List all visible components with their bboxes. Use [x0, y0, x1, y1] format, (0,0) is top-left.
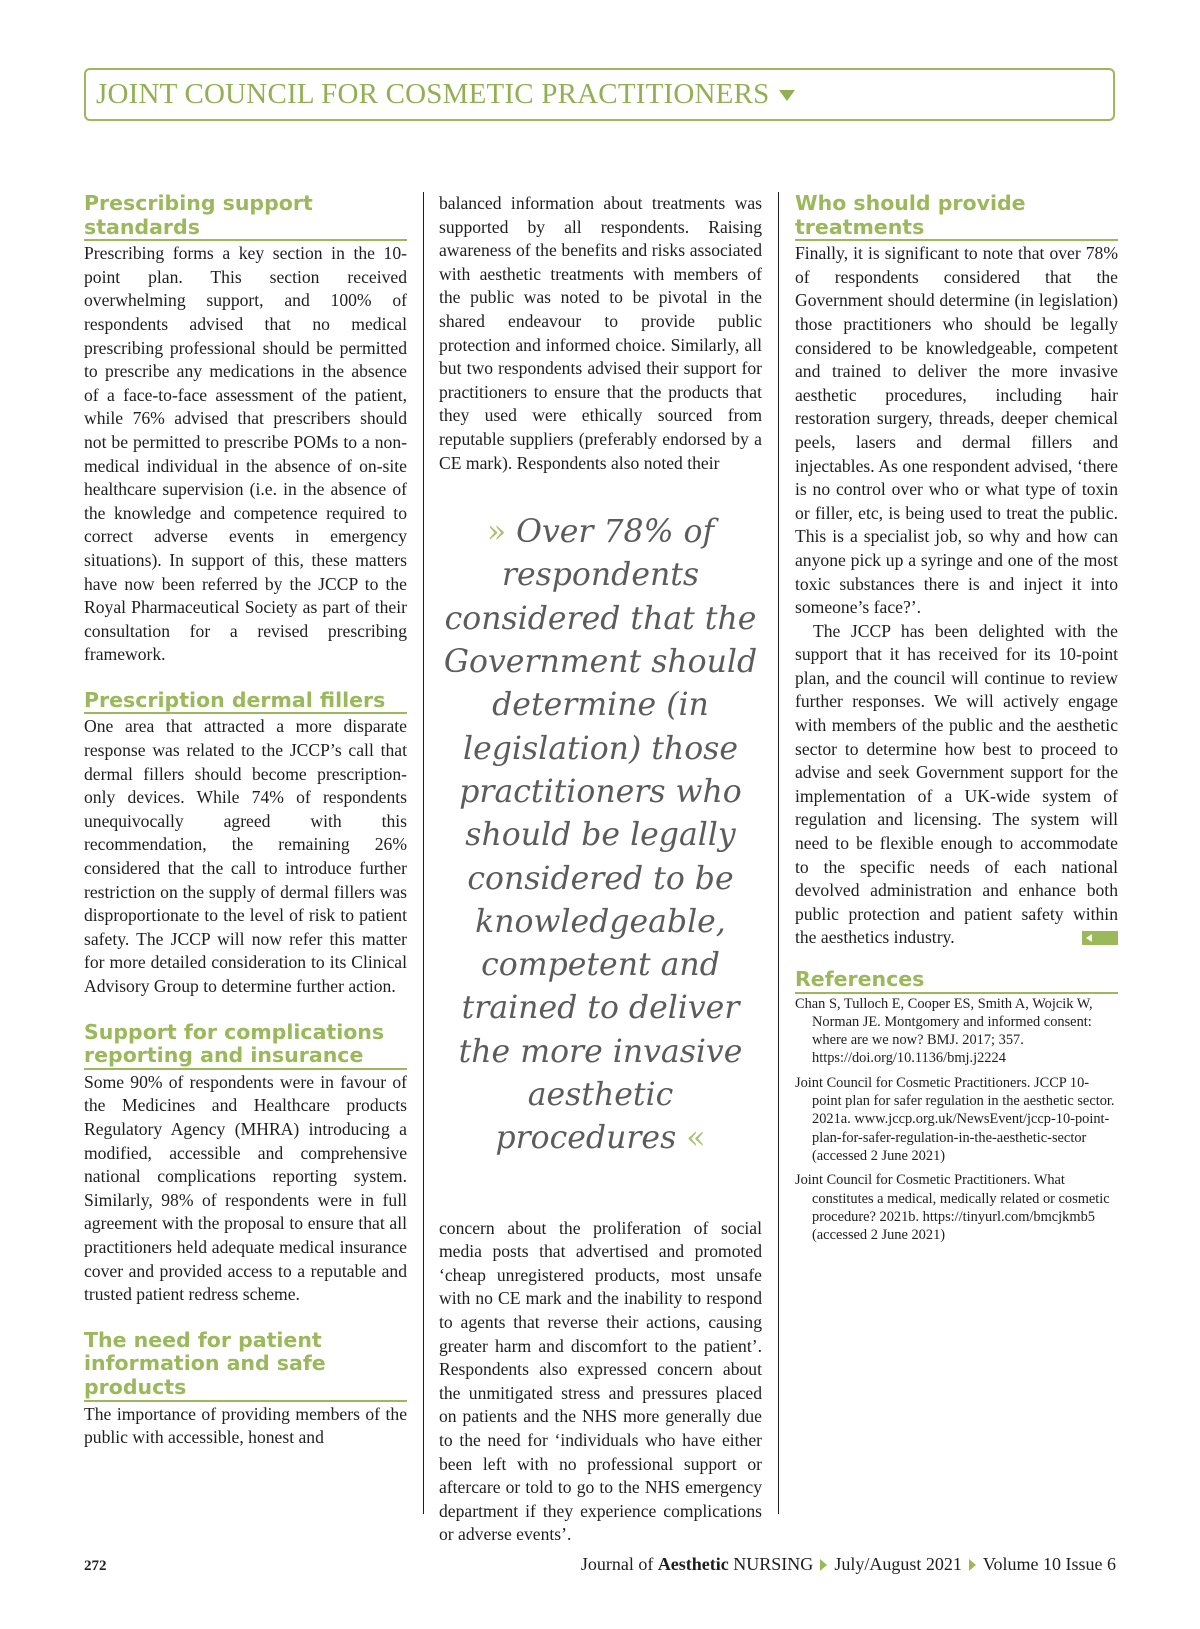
section-heading: Prescription dermal fillers [84, 689, 407, 715]
section-heading: Support for complications reporting and insurance [84, 1021, 407, 1070]
body-paragraph: One area that attracted a more disparate response was related to the JCCP’s call that dermal fillers should become prescription-only devices. While 74% of respondents unequivocally agreed with this recommendation, the remaining 26% considered that the call to introduce further restriction on the supply of dermal fillers was disproportionate to the level of risk to patient safety. The JCCP will now refer this matter for more detailed consideration to its Clinical Advisory Group to determine further action. [84, 716, 407, 996]
volume-issue: Volume 10 Issue 6 [982, 1554, 1116, 1574]
references [795, 968, 1118, 1244]
issue-date: July/August 2021 [834, 1554, 962, 1574]
jan-end-mark-icon [1082, 931, 1118, 945]
section-heading: Who should provide treatments [795, 192, 1118, 241]
body-paragraph: concern about the proliferation of social media posts that advertised and promoted ‘cheap unregistered products, most unsafe with no CE mark and the inability to respond to agents that reverse their actions, causing greater harm and discomfort to the patient’. Respondents also expressed concern about the unmitigated stress and pressures placed on patients and the NHS more generally due to the need for ‘individuals who have either been left with no professional support or aftercare or told to go to the NHS emergency department if they experience complications or adverse events’. [439, 1217, 762, 1545]
body-paragraph-text: The JCCP has been delighted with the support that it has received for its 10-point plan, and the council will continue to review further responses. We will actively engage with members of the public and the aesthetic sector to determine how best to proceed to advise and seek Government support for the implementation of a UK-wide system of regulation and licensing. The system will need to be flexible enough to accommodate to the specific needs of each national devolved administration and enhance both public protection and patient safety within the aesthetics industry. [795, 620, 1118, 948]
page-number: 272 [84, 1558, 107, 1574]
body-paragraph: balanced information about treatments was supported by all respondents. Raising awareness of the benefits and risks associated with aesthetic treatments with members of the public was noted to be pivotal in the shared endeavour to provide public protection and informed choice. Similarly, all but two respondents advised their support for practitioners to ensure that the products that they used were ethically sourced from reputable suppliers (preferably endorsed by a CE mark). Respondents also noted their [439, 193, 762, 473]
body-paragraph: Prescribing forms a key section in the 10-point plan. This section received overwhelming support, and 100% of respondents advised that no medical prescribing professional should be permitted to prescribe any medications in the absence of a face-to-face assessment of the patient, while 76% advised that prescribers should not be permitted to prescribe POMs to a non-medical individual in the absence of on-site healthcare supervision (i.e. in the absence of the knowledge and competence required to correct adverse events in emergency situations). In support of this, these matters have now been referred by the JCCP to the Royal Pharmaceutical Society as part of their consultation for a revised prescribing framework. [84, 243, 407, 665]
triangle-right-icon [969, 1559, 976, 1571]
pull-quote-text: Over 78% of respondents considered that the Government should determine (in legislation) those practitioners who should be legally considered to be knowledgeable, competent and trained to deliver the more invasive aesthetic procedures [443, 514, 758, 1157]
section-heading: The need for patient information and safe products [84, 1329, 407, 1402]
journal-footer [581, 1554, 1116, 1575]
pull-quote [435, 511, 766, 1160]
reference-item: Joint Council for Cosmetic Practitioners. JCCP 10-point plan for safer regulation in the aesthetic sector. 2021a. www.jccp.org.uk/NewsEvent/jccp-10-point-plan-for-safer-regulation-in-the-aesthetic-sector (accessed 2 June 2021) [795, 1074, 1115, 1164]
triangle-down-icon [779, 90, 795, 101]
body-paragraph: The importance of providing members of the public with accessible, honest and [84, 1403, 407, 1448]
banner-title: JOINT COUNCIL FOR COSMETIC PRACTITIONERS [96, 78, 770, 110]
section-banner [84, 68, 1115, 121]
journal-prefix: Journal of [580, 1554, 654, 1574]
close-quote-mark: « [686, 1120, 706, 1157]
references-heading: References [795, 968, 1118, 994]
column-1 [84, 192, 407, 1450]
column-divider [778, 192, 779, 1514]
body-paragraph [795, 620, 1118, 950]
journal-bold: Aesthetic [657, 1554, 729, 1574]
body-paragraph: Finally, it is significant to note that over 78% of respondents considered that the Government should determine (in legislation) those practitioners who should be legally considered to be knowledgeable, competent and trained to deliver the more invasive aesthetic procedures, including hair restoration surgery, threads, deeper chemical peels, lasers and dermal fillers and injectables. As one respondent advised, ‘there is no control over who or what type of toxin or filler, etc, is being used to treat the public. This is a specialist job, so why and how can anyone pick up a syringe and one of the most toxic substances there is and inject it into someone’s face?’. [795, 243, 1118, 618]
journal-suffix: NURSING [733, 1554, 814, 1574]
triangle-right-icon [820, 1559, 827, 1571]
body-paragraph: Some 90% of respondents were in favour of the Medicines and Healthcare products Regulatory Agency (MHRA) introducing a modified, accessible and comprehensive national complications reporting system. Similarly, 98% of respondents were in full agreement with the proposal to ensure that all practitioners held adequate medical insurance cover and provided access to a reputable and trusted patient redress scheme. [84, 1071, 407, 1305]
open-quote-mark: » [486, 514, 507, 551]
reference-item: Joint Council for Cosmetic Practitioners. What constitutes a medical, medically related or cosmetic procedure? 2021b. https://tinyurl.com/bmcjkmb5 (accessed 2 June 2021) [795, 1172, 1110, 1244]
column-2 [439, 192, 762, 1547]
column-3 [795, 192, 1118, 1250]
section-heading: Prescribing support standards [84, 192, 407, 241]
reference-item: Chan S, Tulloch E, Cooper ES, Smith A, Wojcik W, Norman JE. Montgomery and informed consent: where are we now? BMJ. 2017; 357. https://doi.org/10.1136/bmj.j2224 [795, 995, 1093, 1067]
column-divider [423, 192, 424, 1514]
